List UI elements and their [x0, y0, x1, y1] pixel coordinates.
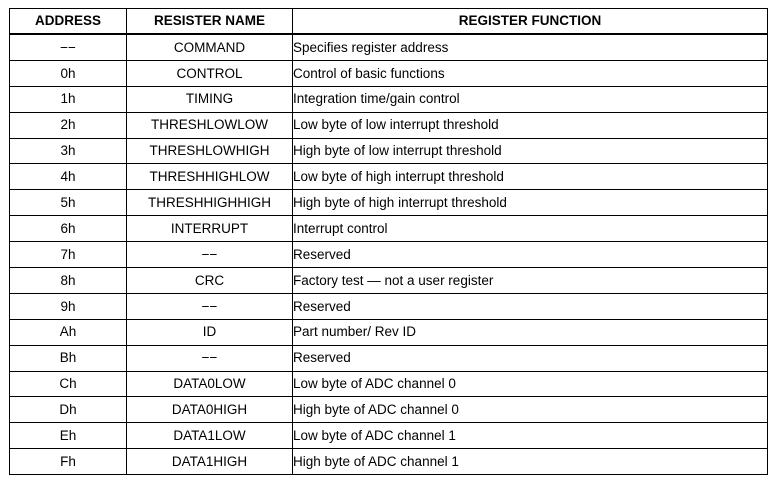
table-row — [10, 216, 768, 242]
cell-register-function: Reserved — [293, 242, 768, 268]
cell-register-function: Low byte of ADC channel 0 — [293, 371, 768, 397]
cell-register-name: DATA0LOW — [127, 371, 293, 397]
cell-register-name: TIMING — [127, 86, 293, 112]
cell-address: 1h — [10, 86, 127, 112]
table-row — [10, 34, 768, 60]
cell-register-function: High byte of low interrupt threshold — [293, 138, 768, 164]
cell-address: −− — [10, 34, 127, 60]
cell-register-function: Interrupt control — [293, 216, 768, 242]
cell-register-function: Part number/ Rev ID — [293, 319, 768, 345]
cell-address: 8h — [10, 268, 127, 294]
table-row — [10, 242, 768, 268]
table-row — [10, 423, 768, 449]
cell-address: Fh — [10, 449, 127, 475]
cell-register-name: DATA1HIGH — [127, 449, 293, 475]
cell-address: 7h — [10, 242, 127, 268]
cell-register-name: CRC — [127, 268, 293, 294]
cell-address: 3h — [10, 138, 127, 164]
cell-register-function: Reserved — [293, 345, 768, 371]
header-register-function: REGISTER FUNCTION — [293, 9, 768, 35]
table-row — [10, 60, 768, 86]
cell-register-function: Low byte of low interrupt threshold — [293, 112, 768, 138]
table-row — [10, 164, 768, 190]
cell-register-name: −− — [127, 242, 293, 268]
cell-address: 4h — [10, 164, 127, 190]
cell-register-name: DATA1LOW — [127, 423, 293, 449]
cell-register-name: ID — [127, 319, 293, 345]
table-row — [10, 293, 768, 319]
cell-register-function: Factory test — not a user register — [293, 268, 768, 294]
table-row — [10, 371, 768, 397]
table-row — [10, 86, 768, 112]
cell-register-function: Specifies register address — [293, 34, 768, 60]
cell-register-name: INTERRUPT — [127, 216, 293, 242]
table-row — [10, 268, 768, 294]
cell-address: Ch — [10, 371, 127, 397]
cell-register-name: −− — [127, 345, 293, 371]
cell-register-name: THRESHHIGHHIGH — [127, 190, 293, 216]
cell-address: 6h — [10, 216, 127, 242]
cell-address: 0h — [10, 60, 127, 86]
cell-address: 9h — [10, 293, 127, 319]
header-address: ADDRESS — [10, 9, 127, 35]
cell-register-function: Integration time/gain control — [293, 86, 768, 112]
cell-register-function: Reserved — [293, 293, 768, 319]
cell-register-name: DATA0HIGH — [127, 397, 293, 423]
cell-register-function: Low byte of ADC channel 1 — [293, 423, 768, 449]
table-row — [10, 138, 768, 164]
table-row — [10, 345, 768, 371]
header-register-name: RESISTER NAME — [127, 9, 293, 35]
table-row — [10, 112, 768, 138]
table-row — [10, 397, 768, 423]
cell-register-name: COMMAND — [127, 34, 293, 60]
cell-register-name: −− — [127, 293, 293, 319]
cell-register-function: Low byte of high interrupt threshold — [293, 164, 768, 190]
table-header-row — [10, 9, 768, 35]
table-row — [10, 319, 768, 345]
table-row — [10, 190, 768, 216]
cell-register-function: High byte of ADC channel 0 — [293, 397, 768, 423]
cell-address: Ah — [10, 319, 127, 345]
cell-register-name: THRESHHIGHLOW — [127, 164, 293, 190]
cell-address: Dh — [10, 397, 127, 423]
table-row — [10, 449, 768, 475]
cell-address: Bh — [10, 345, 127, 371]
register-table — [9, 8, 768, 475]
cell-address: 5h — [10, 190, 127, 216]
cell-register-name: THRESHLOWLOW — [127, 112, 293, 138]
cell-register-function: High byte of high interrupt threshold — [293, 190, 768, 216]
cell-register-function: Control of basic functions — [293, 60, 768, 86]
cell-register-name: CONTROL — [127, 60, 293, 86]
cell-address: Eh — [10, 423, 127, 449]
cell-address: 2h — [10, 112, 127, 138]
cell-register-name: THRESHLOWHIGH — [127, 138, 293, 164]
table-body — [10, 34, 768, 475]
cell-register-function: High byte of ADC channel 1 — [293, 449, 768, 475]
